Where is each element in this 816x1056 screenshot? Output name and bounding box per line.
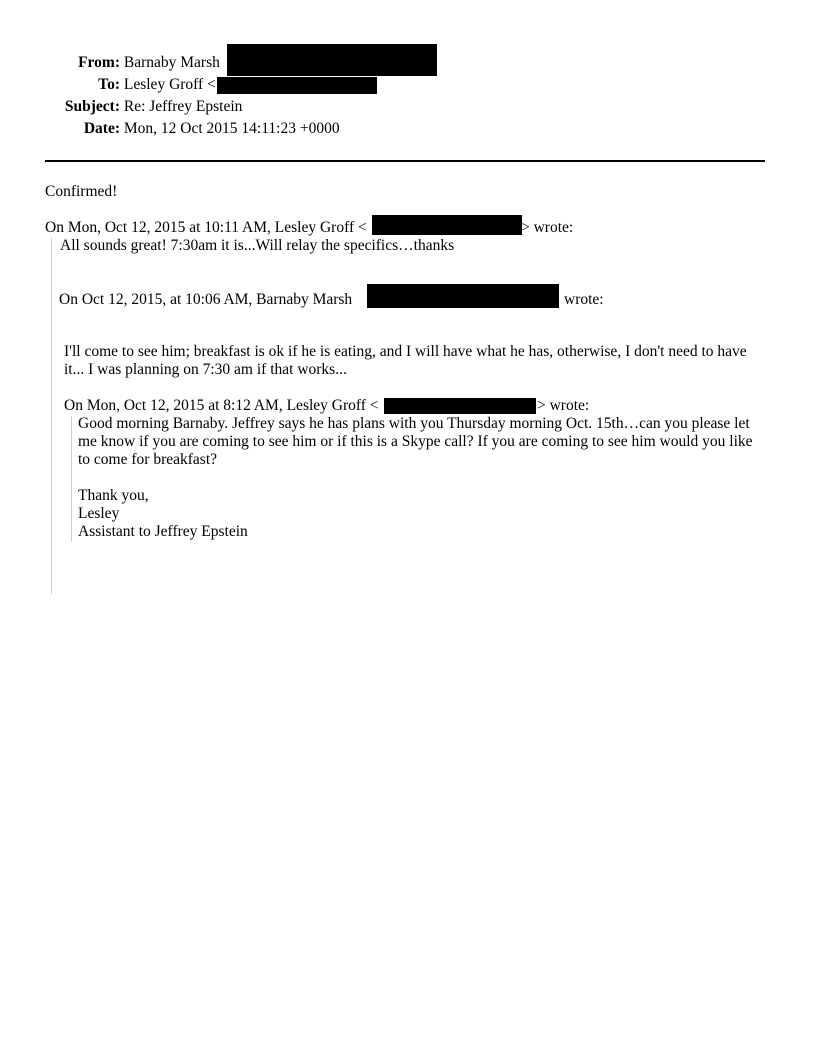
redaction-box bbox=[367, 284, 559, 308]
from-label: From: bbox=[78, 54, 120, 71]
quote-3-text: Good morning Barnaby. Jeffrey says he has plans with you Thursday morning Oct. 15th…can you please let me know if you are coming to see him or if this is a Skype call? If you are coming to see him would you like to come for breakfast? bbox=[78, 415, 753, 468]
subject-value: Re: Jeffrey Epstein bbox=[123, 98, 243, 115]
to-row bbox=[0, 76, 216, 94]
attribution-2-prefix: On Oct 12, 2015, at 10:06 AM, Barnaby Marsh bbox=[59, 291, 353, 308]
signature-name: Lesley bbox=[78, 505, 120, 522]
quote-bar-2 bbox=[71, 416, 72, 542]
date-row bbox=[0, 120, 340, 138]
redaction-box bbox=[372, 215, 522, 235]
attribution-2-suffix: wrote: bbox=[564, 291, 604, 308]
date-label: Date: bbox=[83, 120, 120, 137]
to-label: To: bbox=[98, 76, 120, 93]
attribution-1-prefix: On Mon, Oct 12, 2015 at 10:11 AM, Lesley Groff < bbox=[45, 219, 367, 236]
from-row bbox=[0, 54, 220, 72]
date-value: Mon, 12 Oct 2015 14:11:23 +0000 bbox=[123, 120, 340, 137]
to-value: Lesley Groff < bbox=[123, 76, 216, 93]
header-divider bbox=[45, 160, 765, 162]
subject-label: Subject: bbox=[64, 98, 120, 115]
from-value: Barnaby Marsh bbox=[123, 54, 220, 71]
quote-bar-1 bbox=[51, 238, 52, 594]
redaction-box bbox=[384, 398, 536, 414]
quote-2-text: I'll come to see him; breakfast is ok if he is eating, and I will have what he has, otherwise, I don't need to have it... I was planning on 7:30 am if that works... bbox=[64, 343, 747, 378]
signature-title: Assistant to Jeffrey Epstein bbox=[78, 523, 248, 540]
signature-thanks: Thank you, bbox=[78, 487, 149, 504]
redaction-box bbox=[227, 44, 437, 76]
reply-text: Confirmed! bbox=[45, 183, 118, 200]
quote-1-text: All sounds great! 7:30am it is...Will relay the specifics…thanks bbox=[60, 237, 455, 254]
redaction-box bbox=[217, 77, 377, 94]
subject-row bbox=[0, 98, 242, 116]
attribution-3-suffix: > wrote: bbox=[537, 397, 590, 414]
attribution-1-suffix: > wrote: bbox=[521, 219, 574, 236]
attribution-3-prefix: On Mon, Oct 12, 2015 at 8:12 AM, Lesley Groff < bbox=[64, 397, 379, 414]
